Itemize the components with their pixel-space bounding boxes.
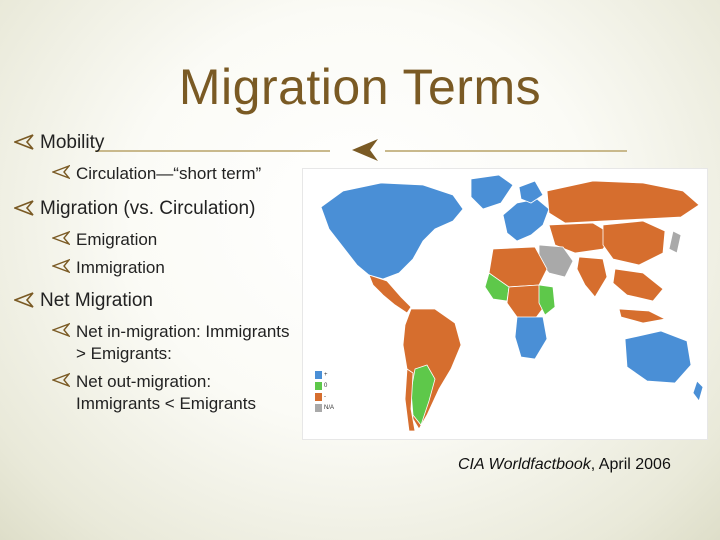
sub-bullet-arrow-icon <box>52 231 70 245</box>
sub-bullet-net-out <box>52 371 304 415</box>
sub-bullet-label: Emigration <box>76 230 158 249</box>
bullet-mobility <box>14 131 304 155</box>
bullet-arrow-icon <box>14 134 34 150</box>
sub-bullet-arrow-icon <box>52 323 70 337</box>
map-greenland <box>471 175 513 209</box>
sub-bullet-label: Immigration <box>76 258 165 277</box>
sub-bullet-label: Net in-migration: Immigrants > Emigrants: <box>76 322 290 363</box>
legend-swatch-zero <box>315 382 322 390</box>
map-europe <box>503 199 549 241</box>
sub-bullet-net-in <box>52 321 304 365</box>
source-name: CIA Worldfactbook <box>458 456 591 473</box>
sub-bullet-arrow-icon <box>52 373 70 387</box>
map-india <box>577 257 607 297</box>
legend-item <box>315 402 345 413</box>
world-net-migration-map <box>302 168 708 440</box>
world-map-graphic <box>303 169 707 439</box>
source-date: , April 2006 <box>590 456 671 473</box>
legend-label: + <box>324 371 328 378</box>
map-legend <box>315 369 345 413</box>
sub-bullet-immigration <box>52 257 304 279</box>
legend-swatch-negative <box>315 393 322 401</box>
map-russia <box>547 181 699 223</box>
bullet-list <box>14 131 304 421</box>
map-southeast-asia <box>613 269 663 301</box>
sub-bullet-arrow-icon <box>52 165 70 179</box>
legend-item <box>315 391 345 402</box>
map-indonesia <box>619 309 665 323</box>
title-bullet-icon <box>350 137 380 163</box>
map-scandinavia <box>519 181 543 203</box>
map-north-america <box>321 183 463 279</box>
sub-bullet-circulation <box>52 163 304 185</box>
sub-bullet-emigration <box>52 229 304 251</box>
bullet-label: Net Migration <box>40 290 153 311</box>
slide-title: Migration Terms <box>178 59 542 115</box>
map-new-zealand <box>693 381 703 401</box>
legend-item <box>315 380 345 391</box>
sub-bullet-label: Net out-migration: Immigrants < Emigrants <box>76 372 256 413</box>
sub-bullet-arrow-icon <box>52 259 70 273</box>
title-underline-right <box>385 150 627 152</box>
map-japan <box>669 231 681 253</box>
bullet-arrow-icon <box>14 200 34 216</box>
map-australia <box>625 331 691 383</box>
bullet-label: Mobility <box>40 132 105 153</box>
legend-item <box>315 369 345 380</box>
bullet-label: Migration (vs. Circulation) <box>40 198 256 219</box>
legend-label: N/A <box>324 404 335 411</box>
map-china <box>603 221 665 265</box>
legend-label: 0 <box>324 382 328 389</box>
map-southern-africa <box>515 317 547 359</box>
bullet-migration <box>14 197 304 221</box>
source-credit <box>458 456 671 474</box>
legend-swatch-na <box>315 404 322 412</box>
map-central-america <box>369 275 411 313</box>
bullet-net-migration <box>14 289 304 313</box>
sub-bullet-label: Circulation—“short term” <box>76 164 262 183</box>
bullet-arrow-icon <box>14 292 34 308</box>
legend-label: - <box>324 393 326 400</box>
legend-swatch-positive <box>315 371 322 379</box>
